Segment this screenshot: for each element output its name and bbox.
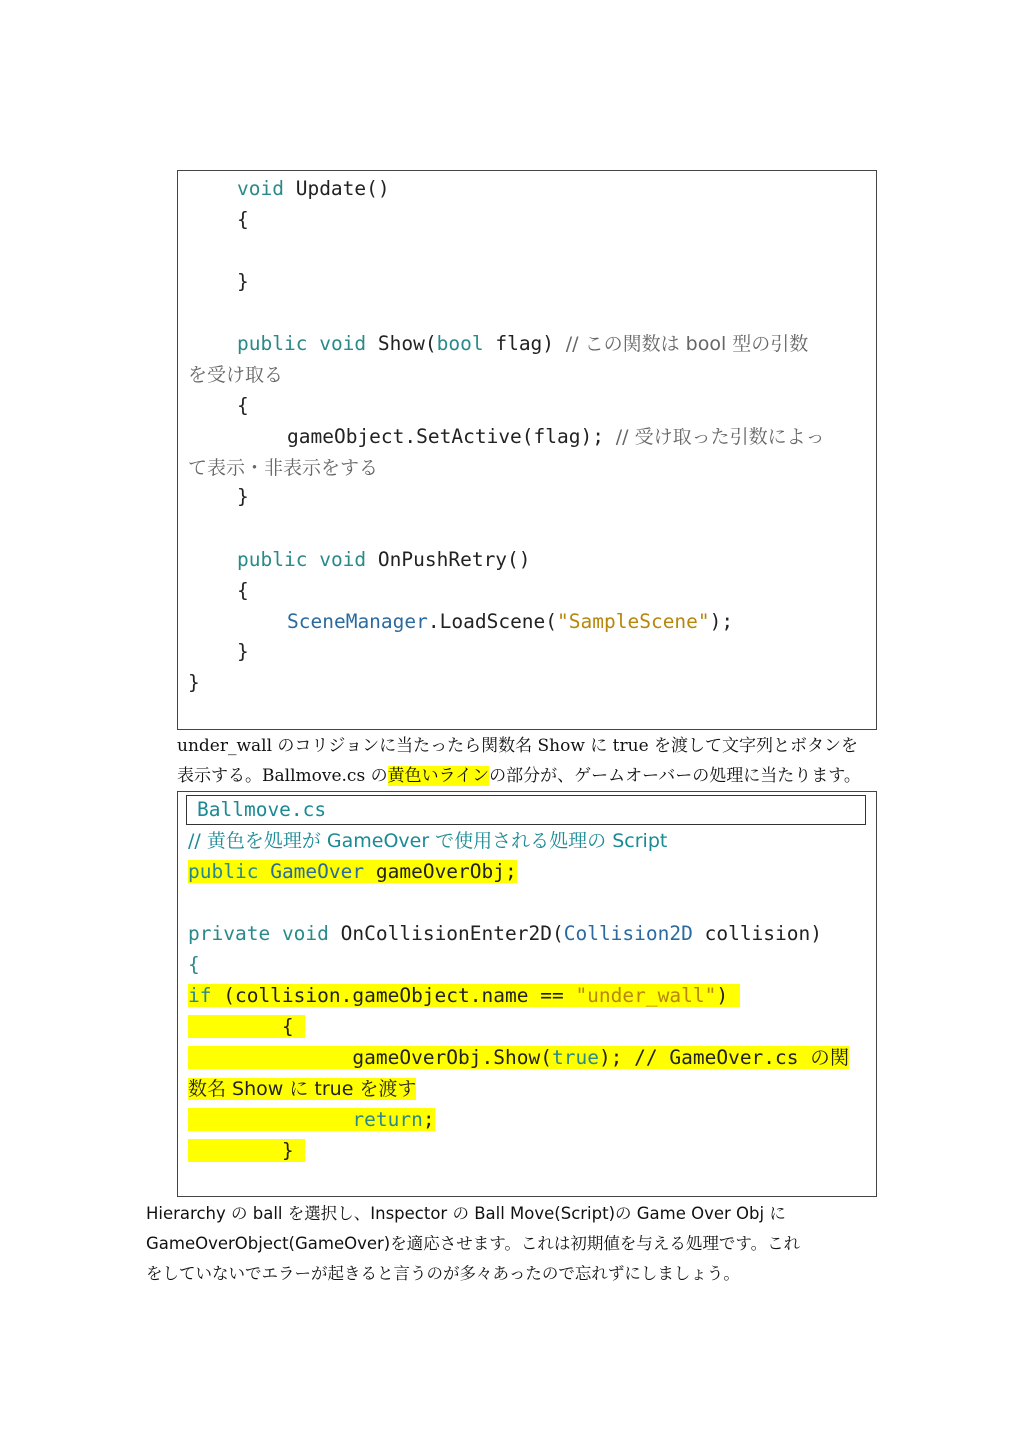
highlighted-text: 黄色いライン xyxy=(387,766,490,786)
text-span: の部分が、ゲームオーバーの処理に当たります。 xyxy=(489,766,861,786)
code-line xyxy=(188,1073,416,1104)
code-line: } xyxy=(188,671,200,694)
code-line xyxy=(188,1042,849,1073)
code-line xyxy=(188,918,822,949)
code-text: gameOverObj; xyxy=(364,860,517,883)
code-line xyxy=(237,173,390,204)
text-span: 表示する。Ballmove.cs の xyxy=(177,766,388,786)
keyword: public xyxy=(188,860,259,883)
type-name: GameOver xyxy=(270,860,365,883)
comment: て表示・非表示をする xyxy=(188,457,379,479)
keyword: return xyxy=(352,1108,423,1131)
instruction-paragraph xyxy=(146,1199,886,1289)
code-block-gameover xyxy=(177,170,877,730)
code-line: } xyxy=(237,485,249,508)
keyword: void xyxy=(319,548,367,571)
paragraph-line: GameOverObject(GameOver)を適応させます。これは初期値を与える処理です。これ xyxy=(146,1234,801,1253)
code-text: Update() xyxy=(283,177,390,200)
explanation-paragraph xyxy=(177,731,887,791)
code-text: (collision.gameObject.name == xyxy=(211,984,576,1007)
code-line xyxy=(188,825,667,856)
code-line xyxy=(188,1011,305,1042)
keyword: true xyxy=(551,1046,599,1069)
code-line xyxy=(188,359,283,390)
code-line xyxy=(188,980,740,1011)
paragraph-line: をしていないでエラーが起きると言うのが多々あったので忘れずにしましょう。 xyxy=(146,1264,740,1283)
file-name-label: Ballmove.cs xyxy=(186,795,866,825)
keyword: public xyxy=(237,548,308,571)
keyword: public xyxy=(237,332,308,355)
code-line: } xyxy=(237,270,249,293)
paragraph-line: under_wall のコリジョンに当たったら関数名 Show に true を渡して文字列とボタンを xyxy=(177,736,859,756)
code-line xyxy=(188,1104,435,1135)
code-text: ); // GameOver.cs の関 xyxy=(598,1046,850,1069)
code-text: ; xyxy=(422,1108,435,1131)
keyword: private xyxy=(188,922,271,945)
code-text: 数名 Show に true を渡す xyxy=(188,1078,417,1100)
code-text: ); xyxy=(709,610,734,633)
code-text: OnPushRetry() xyxy=(366,548,531,571)
code-text: gameOverObj.Show( xyxy=(352,1046,552,1069)
code-text: .LoadScene( xyxy=(427,610,558,633)
code-text: } xyxy=(281,1139,294,1162)
code-text: gameObject.SetActive(flag); xyxy=(287,425,616,448)
type-name: Collision2D xyxy=(563,922,693,945)
comment: を受け取る xyxy=(188,364,284,386)
comment: // 黄色を処理が GameOver で使用される処理の Script xyxy=(188,830,668,852)
code-line xyxy=(188,1135,305,1166)
code-line: { xyxy=(237,579,249,602)
string: "SampleScene" xyxy=(557,610,710,633)
paragraph-line: Hierarchy の ball を選択し、Inspector の Ball Move(Script)の Game Over Obj に xyxy=(146,1204,786,1223)
code-line xyxy=(237,544,531,575)
code-line xyxy=(287,421,825,452)
string: "under_wall" xyxy=(575,984,717,1007)
comment: // この関数は bool 型の引数 xyxy=(565,333,809,355)
code-text: { xyxy=(281,1015,294,1038)
code-text: ) xyxy=(716,984,740,1007)
type-name: SceneManager xyxy=(287,610,428,633)
code-line: { xyxy=(237,208,249,231)
code-text: Show( xyxy=(366,332,437,355)
keyword: bool xyxy=(436,332,484,355)
code-block-ballmove xyxy=(177,791,877,1197)
code-text: OnCollisionEnter2D( xyxy=(328,922,564,945)
code-text: collision) xyxy=(692,922,822,945)
keyword: if xyxy=(188,984,212,1007)
code-text: flag) xyxy=(483,332,566,355)
code-line: } xyxy=(237,640,249,663)
comment: // 受け取った引数によっ xyxy=(615,426,825,448)
code-line xyxy=(287,606,733,637)
code-line xyxy=(188,856,517,887)
paragraph-line xyxy=(177,761,887,791)
keyword: void xyxy=(237,177,284,200)
keyword: void xyxy=(281,922,329,945)
code-line xyxy=(237,328,808,359)
code-line xyxy=(188,452,378,483)
keyword: void xyxy=(319,332,367,355)
code-line: { xyxy=(188,953,200,976)
code-line: { xyxy=(237,394,249,417)
